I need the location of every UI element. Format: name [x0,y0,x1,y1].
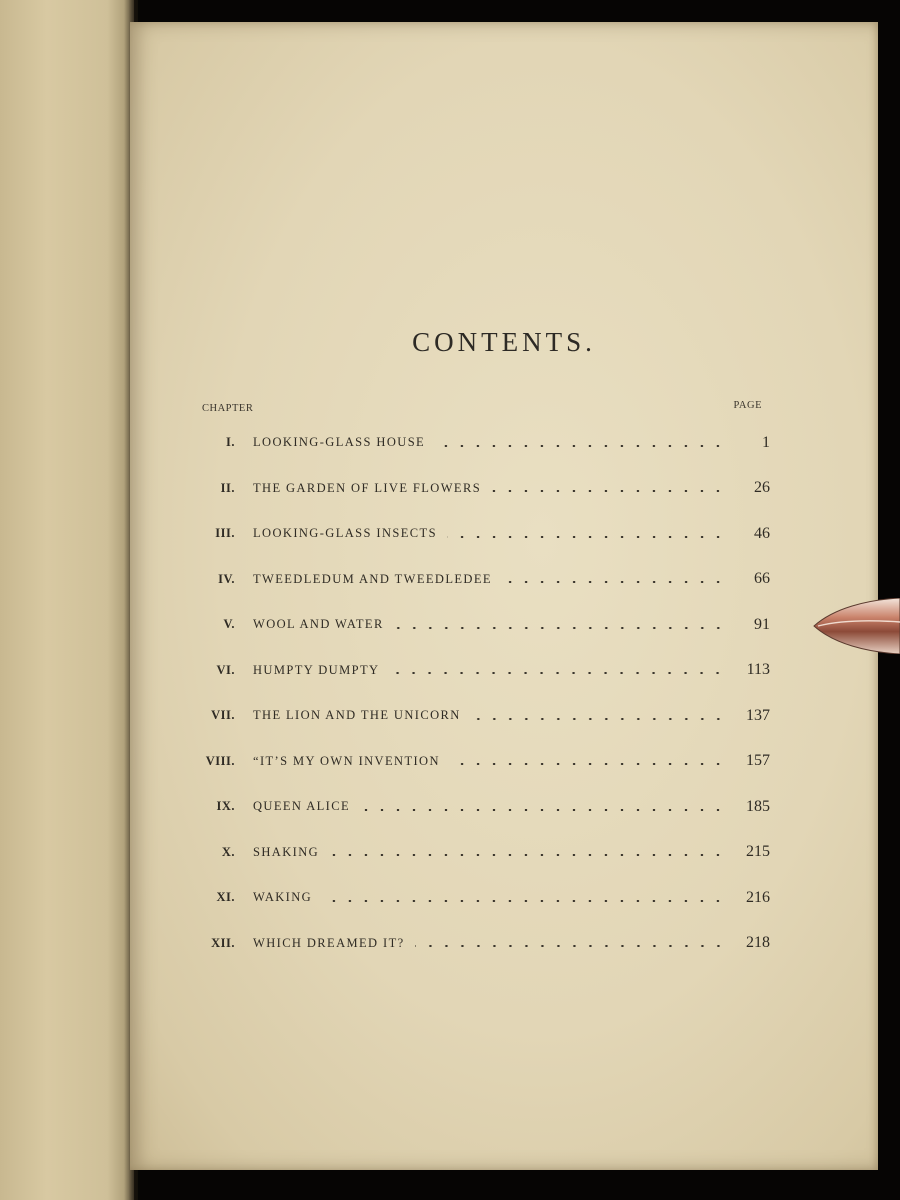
chapter-numeral: VI. [216,662,235,677]
contents-page [130,22,878,1170]
dot-leader [394,627,726,629]
chapter-title: THE LION AND THE UNICORN [253,708,461,723]
dot-leader [415,945,726,947]
chapter-numeral: II. [220,480,235,495]
toc-entry [190,875,770,921]
toc-entry [190,511,770,557]
toc-entry [190,693,770,739]
page-number: 157 [746,752,770,770]
page-column-header: PAGE [733,400,762,411]
page-number: 137 [746,706,770,724]
page-number: 185 [746,797,770,815]
chapter-numeral: VII. [211,708,235,723]
chapter-numeral: VIII. [205,753,235,768]
chapter-numeral: V. [223,617,235,632]
page-number: 66 [754,570,770,588]
page-number: 26 [754,479,770,497]
chapter-numeral: III. [215,526,235,541]
table-of-contents [190,420,770,966]
dot-leader [502,581,726,583]
chapter-numeral: IX. [216,799,235,814]
metal-bookmark-icon [812,598,900,654]
dot-leader [329,854,726,856]
page-number: 218 [746,934,770,952]
chapter-title: WAKING [253,890,313,905]
chapter-title: WHICH DREAMED IT? [253,935,405,950]
toc-entry [190,557,770,603]
page-number: 91 [754,615,770,633]
dot-leader [322,900,726,902]
page-number: 216 [746,888,770,906]
chapter-numeral: XII. [211,935,235,950]
toc-entry [190,830,770,876]
toc-entry [190,921,770,967]
page-number: 113 [746,661,770,679]
dot-leader [471,718,726,720]
left-page [0,0,134,1200]
chapter-column-header: CHAPTER [202,403,254,414]
dot-leader [389,672,726,674]
dot-leader [450,763,726,765]
chapter-numeral: X. [221,844,235,859]
dot-leader [447,536,726,538]
page-number: 215 [746,843,770,861]
toc-entry [190,420,770,466]
toc-entry [190,739,770,785]
chapter-numeral: IV. [218,571,235,586]
chapter-title: LOOKING-GLASS HOUSE [253,435,426,450]
page-number: 46 [754,524,770,542]
chapter-title: WOOL AND WATER [253,617,384,632]
dot-leader [360,809,726,811]
chapter-title: TWEEDLEDUM AND TWEEDLEDEE [253,571,492,586]
chapter-numeral: I. [226,435,235,450]
chapter-numeral: XI. [216,890,235,905]
toc-entry [190,648,770,694]
chapter-title: “IT’S MY OWN INVENTION [253,753,440,768]
chapter-title: HUMPTY DUMPTY [253,662,380,677]
page-number: 1 [762,433,770,451]
chapter-title: LOOKING-GLASS INSECTS [253,526,437,541]
dot-leader [435,445,726,447]
dot-leader [491,490,726,492]
chapter-title: SHAKING [253,844,320,859]
toc-entry [190,602,770,648]
chapter-title: THE GARDEN OF LIVE FLOWERS [253,480,482,495]
toc-entry [190,466,770,512]
toc-entry [190,784,770,830]
chapter-title: QUEEN ALICE [253,799,350,814]
contents-heading: CONTENTS. [412,327,596,357]
